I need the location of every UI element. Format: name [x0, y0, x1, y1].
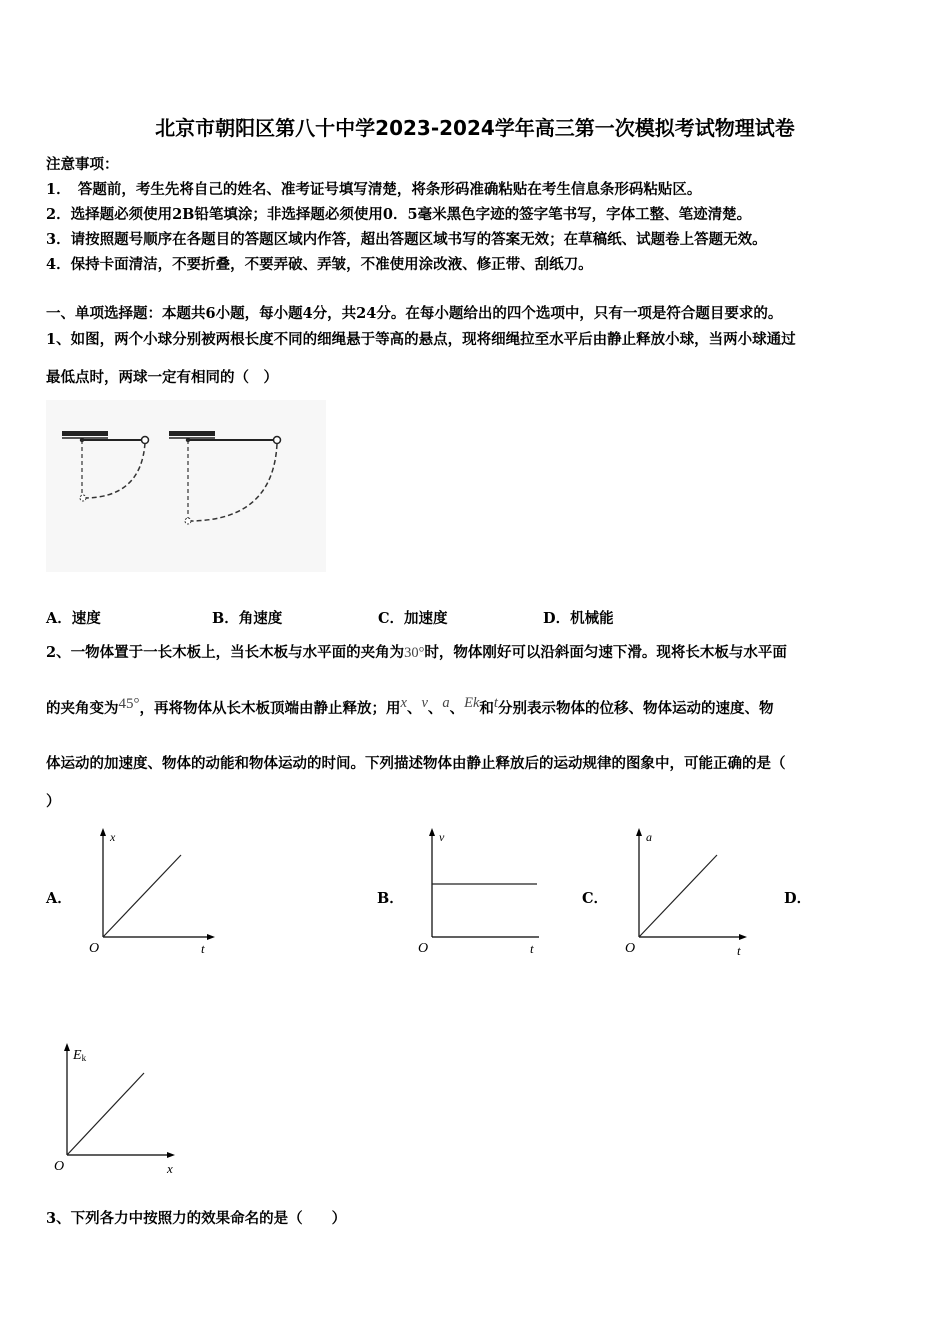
graph-d-origin: O: [54, 1159, 65, 1174]
notice-item-4: 4．保持卡面清洁，不要折叠，不要弄破、弄皱，不准使用涂改液、修正带、刮纸刀。: [46, 256, 593, 273]
q2-text-line2: 的夹角变为45°，再将物体从长木板顶端由静止释放；用x、v、a、Ek和t分别表示物体的位移、物体运动的速度、物: [46, 695, 774, 717]
graph-a-origin: O: [89, 941, 100, 956]
graph-c-origin: O: [625, 941, 636, 956]
graph-d-ek-x: [50, 1040, 185, 1180]
graph-c-y-label: a: [646, 830, 652, 844]
q2-option-b: B．: [377, 890, 404, 907]
section-heading: 一、单项选择题：本题共6小题，每小题4分，共24分。在每小题给出的四个选项中，只有一项是符合题目要求的。: [46, 305, 783, 322]
notice-item-3: 3．请按照题号顺序在各题目的答题区域内作答，超出答题区域书写的答案无效；在草稿纸、试题卷上答题无效。: [46, 231, 767, 248]
q2-option-a: A．: [46, 890, 72, 907]
graph-b-x-label: t: [530, 941, 534, 956]
q3-text-line1: 3、下列各力中按照力的效果命名的是（ ）: [46, 1210, 347, 1227]
q2-text-line4: ）: [46, 793, 61, 810]
page-title: 北京市朝阳区第八十中学2023-2024学年高三第一次模拟考试物理试卷: [155, 116, 795, 140]
q1-option-b: B．角速度: [212, 610, 283, 627]
q2-option-c: C．: [582, 890, 609, 907]
q1-option-d: D．机械能: [543, 610, 614, 627]
graph-c-line: [639, 855, 717, 937]
q2-option-d: D．: [784, 890, 812, 907]
graph-d-line: [67, 1073, 144, 1155]
graph-b-origin: O: [418, 941, 429, 956]
q1-option-c: C．加速度: [378, 610, 448, 627]
q2-text-line3: 体运动的加速度、物体的动能和物体运动的时间。下列描述物体由静止释放后的运动规律的图象中，可能正确的是（: [46, 755, 786, 772]
q1-text-line1: 1、如图，两个小球分别被两根长度不同的细绳悬于等高的悬点，现将细绳拉至水平后由静止释放小球，当两小球通过: [46, 331, 796, 348]
q1-pendulum-figure: [46, 400, 326, 572]
notice-item-1: 1． 答题前，考生先将自己的姓名、准考证号填写清楚，将条形码准确粘贴在考生信息条形码粘贴区。: [46, 181, 702, 198]
q2-text-line1: 2、一物体置于一长木板上，当长木板与水平面的夹角为30°时，物体刚好可以沿斜面匀速下滑。现将长木板与水平面: [46, 644, 787, 661]
graph-a-x-t: [86, 825, 216, 960]
graph-a-y-label: x: [110, 830, 116, 844]
graph-b-v-t: [415, 825, 545, 960]
q1-option-a: A．速度: [46, 610, 101, 627]
notice-heading: 注意事项：: [46, 156, 119, 173]
graph-b-y-label: v: [439, 830, 445, 844]
q1-text-line2: 最低点时，两球一定有相同的（ ）: [46, 369, 278, 386]
graph-a-x-label: t: [201, 941, 205, 956]
graph-c-x-label: t: [737, 943, 741, 958]
graph-c-a-t: [622, 825, 752, 960]
graph-d-x-label: x: [167, 1161, 173, 1176]
graph-d-y-label: Ek: [73, 1048, 87, 1063]
graph-a-line: [103, 855, 181, 937]
notice-item-2: 2．选择题必须使用2B铅笔填涂；非选择题必须使用0．5毫米黑色字迹的签字笔书写，字体工整、笔迹清楚。: [46, 206, 752, 223]
